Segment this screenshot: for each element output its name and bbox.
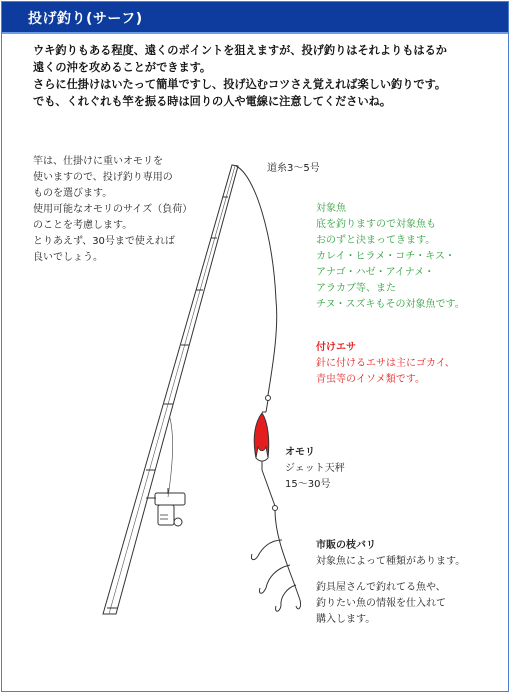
target-fish-line: カレイ・ヒラメ・コチ・キス・ bbox=[316, 251, 455, 262]
target-fish-line: アナゴ・ハゼ・アイナメ・ bbox=[316, 267, 435, 278]
rod-note bbox=[33, 154, 213, 266]
rod-note-line: とりあえず、30号まで使えれば bbox=[33, 236, 175, 247]
rod-note-line: 使用可能なオモリのサイズ（負荷） bbox=[33, 204, 193, 215]
target-fish-line: 底を釣りますので対象魚も bbox=[316, 219, 436, 230]
sinker-title: オモリ bbox=[285, 447, 315, 458]
rod-note-line: 使いますので、投げ釣り専用の bbox=[33, 172, 173, 183]
bait-title: 付けエサ bbox=[316, 342, 356, 353]
line-label: 道糸3～5号 bbox=[267, 163, 320, 174]
intro-line: でも、くれぐれも竿を振る時は回りの人や電線に注意してくださいね。 bbox=[33, 95, 392, 108]
page-title: 投げ釣り(サーフ) bbox=[28, 11, 143, 27]
intro-line: ウキ釣りもある程度、遠くのポイントを狙えますが、投げ釣りはそれよりもはるか bbox=[33, 44, 447, 57]
rod-note-line: 良いでしょう。 bbox=[33, 252, 103, 263]
branch-rig-title: 市販の枝バリ bbox=[316, 540, 376, 551]
bait-line: 針に付けるエサは主にゴカイ、 bbox=[316, 358, 455, 369]
bait-block bbox=[316, 340, 455, 388]
intro-line: さらに仕掛けはいたって簡単ですし、投げ込むコツさえ覚えれば楽しい釣りです。 bbox=[33, 78, 447, 91]
sinker-line: ジェット天秤 bbox=[285, 463, 345, 474]
branch-rig-line bbox=[316, 570, 465, 580]
branch-rig-line: 対象魚によって種類があります。 bbox=[316, 556, 466, 567]
reel-icon bbox=[146, 488, 185, 526]
target-fish-line: アラカブ等、また bbox=[316, 283, 396, 294]
swivel-icon bbox=[266, 396, 271, 413]
target-fish-block bbox=[316, 201, 465, 313]
rod-note-line: ものを選びます。 bbox=[33, 188, 113, 199]
sinker-line: 15～30号 bbox=[285, 479, 331, 490]
sinker-icon bbox=[254, 412, 277, 511]
rod-note-line: 竿は、仕掛けに重いオモリを bbox=[33, 156, 163, 167]
target-fish-line: チヌ・スズキもその対象魚です。 bbox=[316, 299, 465, 310]
main-line bbox=[236, 166, 277, 395]
hook-rig-icon bbox=[251, 510, 300, 611]
target-fish-line: おのずと決まってきます。 bbox=[316, 235, 436, 246]
target-fish-title: 対象魚 bbox=[316, 203, 346, 214]
branch-rig-line: 購入します。 bbox=[316, 614, 376, 625]
branch-rig-block bbox=[316, 538, 465, 628]
rod-note-line: のことを考慮します。 bbox=[33, 220, 133, 231]
line-to-reel bbox=[168, 418, 173, 497]
intro-line: 遠くの沖を攻めることができます。 bbox=[33, 61, 212, 74]
branch-rig-line: 釣具屋さんで釣れてる魚や、 bbox=[316, 582, 446, 593]
branch-rig-line: 釣りたい魚の情報を仕入れて bbox=[316, 598, 446, 609]
bait-line: 青虫等のイソメ類です。 bbox=[316, 374, 425, 385]
sinker-block bbox=[285, 445, 345, 493]
